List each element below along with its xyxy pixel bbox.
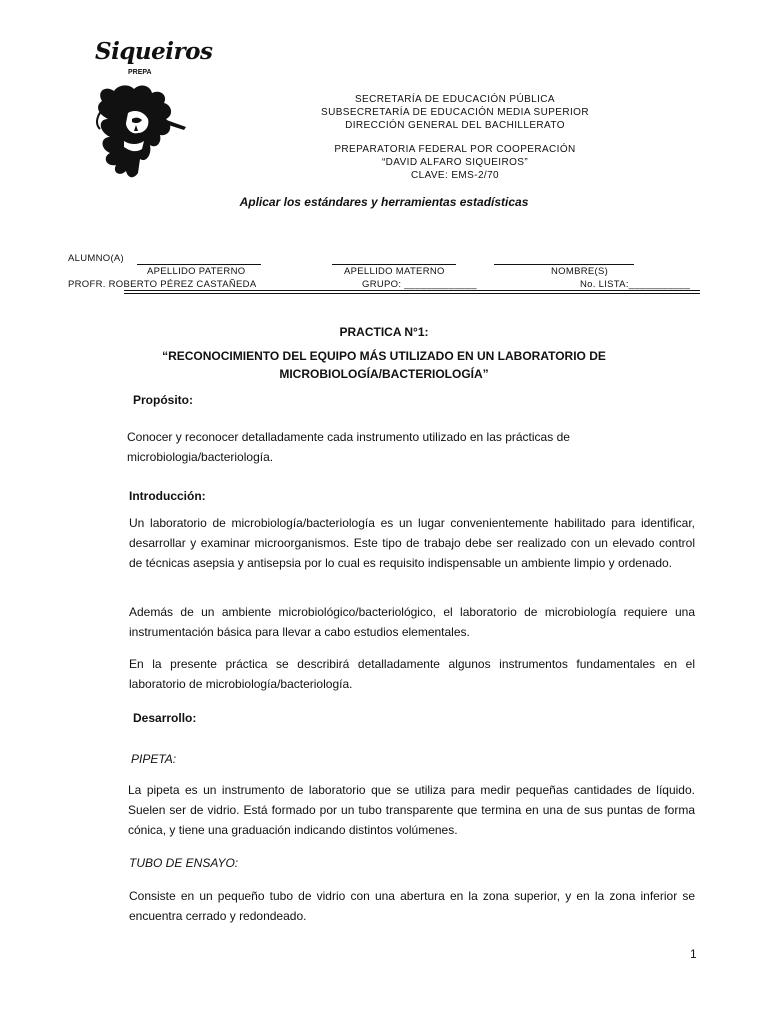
header-school-name: “DAVID ALFARO SIQUEIROS” bbox=[381, 157, 529, 168]
header-direccion: DIRECCIÓN GENERAL DEL BACHILLERATO bbox=[345, 120, 565, 131]
tubo-text: Consiste en un pequeño tubo de vidrio con una abertura en la zona superior, y en la zona inferior se encuentra cerrado y redondeado. bbox=[129, 889, 695, 923]
header-sep: SECRETARÍA DE EDUCACIÓN PÚBLICA bbox=[354, 94, 556, 105]
apellido-materno-label: APELLIDO MATERNO bbox=[344, 266, 445, 277]
header-preparatoria: PREPARATORIA FEDERAL POR COOPERACIÓN bbox=[334, 144, 576, 155]
apellido-paterno-line bbox=[137, 264, 261, 265]
intro-paragraph-3: En la presente práctica se describirá detalladamente algunos instrumentos fundamentales en el laboratorio de microbiología/bacteriología. bbox=[129, 657, 695, 691]
logo-wordmark: Siqueiros bbox=[95, 38, 213, 65]
school-logo bbox=[92, 36, 213, 181]
proposito-heading: Propósito: bbox=[133, 393, 193, 407]
proposito-text: Conocer y reconocer detalladamente cada instrumento utilizado en las prácticas de microbiologia/bacteriología. bbox=[127, 430, 570, 464]
logo-subtitle: PREPA bbox=[128, 69, 152, 76]
lista-field: No. LISTA:___________ bbox=[580, 279, 691, 290]
header-subsecretaria: SUBSECRETARÍA DE EDUCACIÓN MEDIA SUPERIOR bbox=[321, 107, 589, 118]
siqueiros-portrait-icon bbox=[94, 83, 190, 181]
subject-title: Aplicar los estándares y herramientas estadísticas bbox=[239, 195, 529, 209]
grupo-field: GRUPO: _____________ bbox=[362, 279, 477, 290]
practice-title-line2: MICROBIOLOGÍA/BACTERIOLOGÍA” bbox=[279, 367, 489, 381]
profesor-name: PROFR. ROBERTO PÉREZ CASTAÑEDA bbox=[68, 279, 257, 290]
nombres-line bbox=[494, 264, 634, 265]
tubo-heading: TUBO DE ENSAYO: bbox=[129, 856, 239, 870]
header-clave: CLAVE: EMS-2/70 bbox=[410, 170, 500, 181]
apellido-paterno-label: APELLIDO PATERNO bbox=[147, 266, 246, 277]
desarrollo-heading: Desarrollo: bbox=[133, 711, 197, 725]
alumno-label: ALUMNO(A) bbox=[68, 253, 125, 264]
introduccion-heading: Introducción: bbox=[129, 489, 206, 503]
nombres-label: NOMBRE(S) bbox=[551, 266, 609, 277]
practice-number: PRACTICA N°1: bbox=[339, 325, 429, 339]
pipeta-heading: PIPETA: bbox=[131, 752, 177, 766]
intro-paragraph-1: Un laboratorio de microbiología/bacteriología es un lugar convenientemente habilitado para identificar, desarrollar y examinar microorganismos. Este tipo de trabajo debe ser realizado con un elevado control de técnicas asepsia y antisepsia por lo cual es requisito indispensable un ambiente limpio y ordenado. bbox=[129, 516, 695, 570]
page-number: 1 bbox=[690, 947, 697, 961]
apellido-materno-line bbox=[332, 264, 456, 265]
intro-paragraph-2: Además de un ambiente microbiológico/bacteriológico, el laboratorio de microbiología requiere una instrumentación básica para llevar a cabo estudios elementales. bbox=[129, 605, 695, 639]
pipeta-text: La pipeta es un instrumento de laboratorio que se utiliza para medir pequeñas cantidades de líquido. Suelen ser de vidrio. Está formado por un tubo transparente que termina en una de sus puntas de forma cónica, y tiene una graduación indicando distintos volúmenes. bbox=[128, 783, 695, 837]
practice-title-line1: “RECONOCIMIENTO DEL EQUIPO MÁS UTILIZADO EN UN LABORATORIO DE bbox=[162, 349, 606, 363]
header-divider bbox=[124, 290, 700, 294]
